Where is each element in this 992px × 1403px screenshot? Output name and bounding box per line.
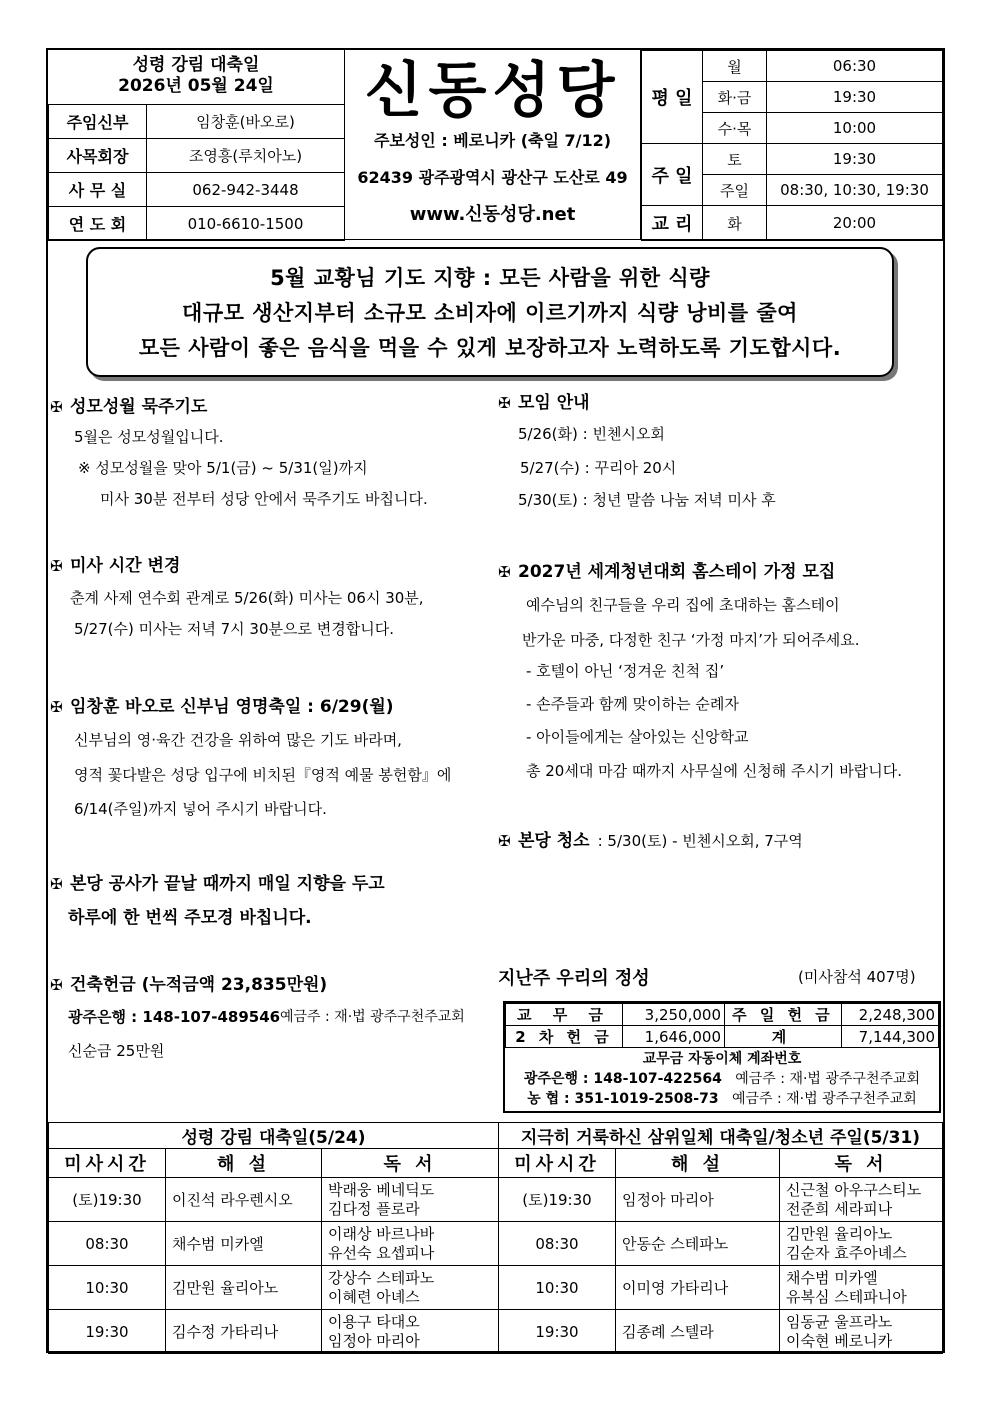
offering-total-label: 계	[725, 1026, 842, 1048]
mass-day: 주일	[703, 175, 767, 206]
commentator: 김종례 스텔라	[616, 1310, 780, 1354]
mass-time: 19:30	[767, 82, 943, 113]
schedule-caption-right: 지극히 거룩하신 삼위일체 대축일/청소년 주일(5/31)	[499, 1123, 943, 1149]
prayer-line: 5월 교황님 기도 지향 : 모든 사람을 위한 식량	[270, 266, 710, 290]
rosary-line: 미사 30분 전부터 성당 안에서 묵주기도 바칩니다.	[100, 490, 428, 508]
cross-icon: ✠	[50, 976, 63, 994]
mass-change-line: 5/27(수) 미사는 저녁 7시 30분으로 변경합니다.	[74, 620, 394, 638]
info-key: 주임신부	[49, 105, 147, 139]
mass-time: 08:30, 10:30, 19:30	[767, 175, 943, 206]
prayer-line: 모든 사람이 좋은 음식을 먹을 수 있게 보장하고자 노력하도록 기도합시다.	[138, 336, 842, 360]
weekday-label: 평 일	[642, 51, 703, 144]
rosary-line: ※ 성모성월을 맞아 5/1(금) ~ 5/31(일)까지	[78, 459, 368, 477]
readers: 김만원 율리아노 김순자 효주아녜스	[780, 1222, 943, 1266]
offering-label: 2 차 헌 금	[506, 1026, 623, 1048]
feast-date: 2026년 05월 24일	[118, 76, 274, 96]
mass-day: 수·목	[703, 113, 767, 144]
auto-transfer-title: 교무금 자동이체 계좌번호	[642, 1051, 802, 1067]
mass-day: 화·금	[703, 82, 767, 113]
wyd-line: 총 20세대 마감 때까지 사무실에 신청해 주시기 바랍니다.	[526, 762, 903, 780]
section-rosary-title: ✠ 성모성월 묵주기도	[50, 397, 208, 417]
commentator: 이진석 라우렌시오	[166, 1178, 322, 1222]
offering-label: 주 일 헌 금	[725, 1004, 842, 1026]
mass-time: 20:00	[767, 206, 943, 241]
col-commentator: 해 설	[616, 1149, 780, 1178]
commentator: 이미영 가타리나	[616, 1266, 780, 1310]
readers: 신근철 아우구스티노 전준희 세라피나	[780, 1178, 943, 1222]
mass-time: 10:00	[767, 113, 943, 144]
mass-time: (토)19:30	[499, 1178, 616, 1222]
construction-prayer-line: 하루에 한 번씩 주모경 바칩니다.	[68, 908, 312, 928]
mass-time: 19:30	[767, 144, 943, 175]
wyd-line: 예수님의 친구들을 우리 집에 초대하는 홈스테이	[526, 596, 840, 614]
col-reader: 독 서	[780, 1149, 943, 1178]
readers: 임동균 울프라노 이숙현 베로니카	[780, 1310, 943, 1354]
auto-transfer-accounts	[505, 1048, 939, 1111]
info-table	[48, 104, 345, 241]
readers: 이용구 타대오 임정아 마리아	[322, 1310, 499, 1354]
feast-line: 6/14(주일)까지 넣어 주시기 바랍니다.	[74, 800, 327, 818]
offering-value: 2,248,300	[842, 1004, 939, 1026]
header-brand	[345, 50, 641, 239]
feast-line: 영적 꽃다발은 성당 입구에 비치된『영적 예물 봉헌함』에	[74, 766, 452, 784]
mass-time: 08:30	[499, 1222, 616, 1266]
offering-value: 3,250,000	[623, 1004, 725, 1026]
mass-time: 19:30	[499, 1310, 616, 1354]
commentator: 안동순 스테파노	[616, 1222, 780, 1266]
mass-time: 10:30	[499, 1266, 616, 1310]
mass-day: 월	[703, 51, 767, 82]
col-reader: 독 서	[322, 1149, 499, 1178]
readers: 박래웅 베네딕도 김다정 플로라	[322, 1178, 499, 1222]
meeting-line: 5/27(수) : 꾸리아 20시	[520, 459, 677, 477]
prayer-line: 대규모 생산지부터 소규모 소비자에 이르기까지 식량 낭비를 줄여	[182, 301, 798, 325]
section-wyd-title: ✠ 2027년 세계청년대회 홈스테이 가정 모집	[498, 562, 836, 582]
auto-transfer-account: 농 협 : 351-1019-2508-73 예금주 : 재·법 광주구천주교회	[527, 1091, 917, 1107]
patron-saint: 주보성인 : 베로니카 (축일 7/12)	[373, 131, 612, 150]
church-address: 62439 광주광역시 광산구 도산로 49	[357, 168, 628, 187]
cross-icon: ✠	[50, 875, 63, 893]
cross-icon: ✠	[50, 557, 63, 575]
readers: 이래상 바르나바 유선숙 요셉피나	[322, 1222, 499, 1266]
catechism-label: 교 리	[642, 206, 703, 241]
meeting-line: 5/30(토) : 청년 말씀 나눔 저녁 미사 후	[518, 491, 776, 509]
reader-schedule	[48, 1122, 943, 1354]
offering-total-value: 7,144,300	[842, 1026, 939, 1048]
auto-transfer-account: 광주은행 : 148-107-422564 예금주 : 재·법 광주구천주교회	[523, 1071, 921, 1087]
mass-day: 화	[703, 206, 767, 241]
section-construction-prayer: ✠ 본당 공사가 끝날 때까지 매일 지향을 두고	[50, 874, 385, 894]
header-divider	[46, 239, 945, 240]
table-row	[49, 1310, 943, 1354]
cross-icon: ✠	[498, 563, 511, 581]
meeting-line: 5/26(화) : 빈첸시오회	[518, 425, 665, 443]
cross-icon: ✠	[498, 832, 511, 850]
section-meetings-title: ✠ 모임 안내	[498, 393, 590, 413]
commentator: 임정아 마리아	[616, 1178, 780, 1222]
info-value: 062-942-3448	[147, 173, 345, 207]
prayer-intention-box	[86, 247, 894, 377]
feast-title: 성령 강림 대축일	[132, 55, 260, 75]
mass-time: 08:30	[49, 1222, 166, 1266]
col-commentator: 해 설	[166, 1149, 322, 1178]
building-fund-holder: 예금주 : 재·법 광주구천주교회	[280, 1009, 465, 1025]
mass-time: 19:30	[49, 1310, 166, 1354]
rosary-line: 5월은 성모성월입니다.	[74, 428, 224, 446]
commentator: 김수정 가타리나	[166, 1310, 322, 1354]
info-value: 조영흥(루치아노)	[147, 139, 345, 173]
info-key: 사 무 실	[49, 173, 147, 207]
mass-day: 토	[703, 144, 767, 175]
wyd-line: - 손주들과 함께 맞이하는 순례자	[526, 695, 739, 713]
mass-time: 06:30	[767, 51, 943, 82]
wyd-line: - 호텔이 아닌 ‘정겨운 친척 집’	[526, 662, 725, 680]
mass-change-line: 춘계 사제 연수회 관계로 5/26(화) 미사는 06시 30분,	[70, 589, 424, 607]
wyd-line: 반가운 마중, 다정한 친구 ‘가정 마지’가 되어주세요.	[522, 631, 860, 649]
info-value: 임창훈(바오로)	[147, 105, 345, 139]
table-row	[49, 1222, 943, 1266]
sunday-label: 주 일	[642, 144, 703, 206]
feast-line: 신부님의 영·육간 건강을 위하여 많은 기도 바라며,	[74, 731, 402, 749]
info-key: 연 도 회	[49, 207, 147, 241]
mass-attendance: (미사참석 407명)	[798, 968, 916, 986]
building-fund-donor: 신순금 25만원	[68, 1042, 165, 1060]
cross-icon: ✠	[50, 698, 63, 716]
mass-time: 10:30	[49, 1266, 166, 1310]
section-feast-title: ✠ 임창훈 바오로 신부님 영명축일 : 6/29(월)	[50, 697, 394, 717]
cross-icon: ✠	[498, 394, 511, 412]
cleaning-text: : 5/30(토) - 빈첸시오회, 7구역	[597, 832, 803, 850]
offering-value: 1,646,000	[623, 1026, 725, 1048]
table-row	[49, 1266, 943, 1310]
offering-label: 교 무 금	[506, 1004, 623, 1026]
building-fund-account: 광주은행 : 148-107-489546	[68, 1008, 281, 1026]
church-website[interactable]: www.신동성당.net	[409, 204, 576, 225]
section-cleaning: ✠ 본당 청소 : 5/30(토) - 빈첸시오회, 7구역	[498, 831, 803, 851]
offering-title: 지난주 우리의 정성	[498, 968, 650, 989]
schedule-table	[48, 1122, 943, 1354]
col-mass-time: 미사시간	[49, 1149, 166, 1178]
section-mass-change-title: ✠ 미사 시간 변경	[50, 556, 181, 576]
mass-times-table	[641, 50, 943, 241]
readers: 강상수 스테파노 이혜련 아녜스	[322, 1266, 499, 1310]
offering-table	[503, 1001, 941, 1113]
table-row	[49, 1178, 943, 1222]
mass-times	[641, 50, 943, 241]
wyd-line: - 아이들에게는 살아있는 신앙학교	[526, 728, 749, 746]
info-key: 사목회장	[49, 139, 147, 173]
feast-date-block	[48, 50, 345, 105]
header-info	[48, 50, 345, 241]
info-value: 010-6610-1500	[147, 207, 345, 241]
commentator: 김만원 율리아노	[166, 1266, 322, 1310]
col-mass-time: 미사시간	[499, 1149, 616, 1178]
section-building-fund-title: ✠ 건축헌금 (누적금액 23,835만원)	[50, 975, 328, 995]
church-name: 신동성당	[364, 56, 621, 126]
mass-time: (토)19:30	[49, 1178, 166, 1222]
commentator: 채수범 미카엘	[166, 1222, 322, 1266]
schedule-caption-left: 성령 강림 대축일(5/24)	[49, 1123, 499, 1149]
readers: 채수범 미카엘 유복심 스테파니아	[780, 1266, 943, 1310]
cross-icon: ✠	[50, 398, 63, 416]
